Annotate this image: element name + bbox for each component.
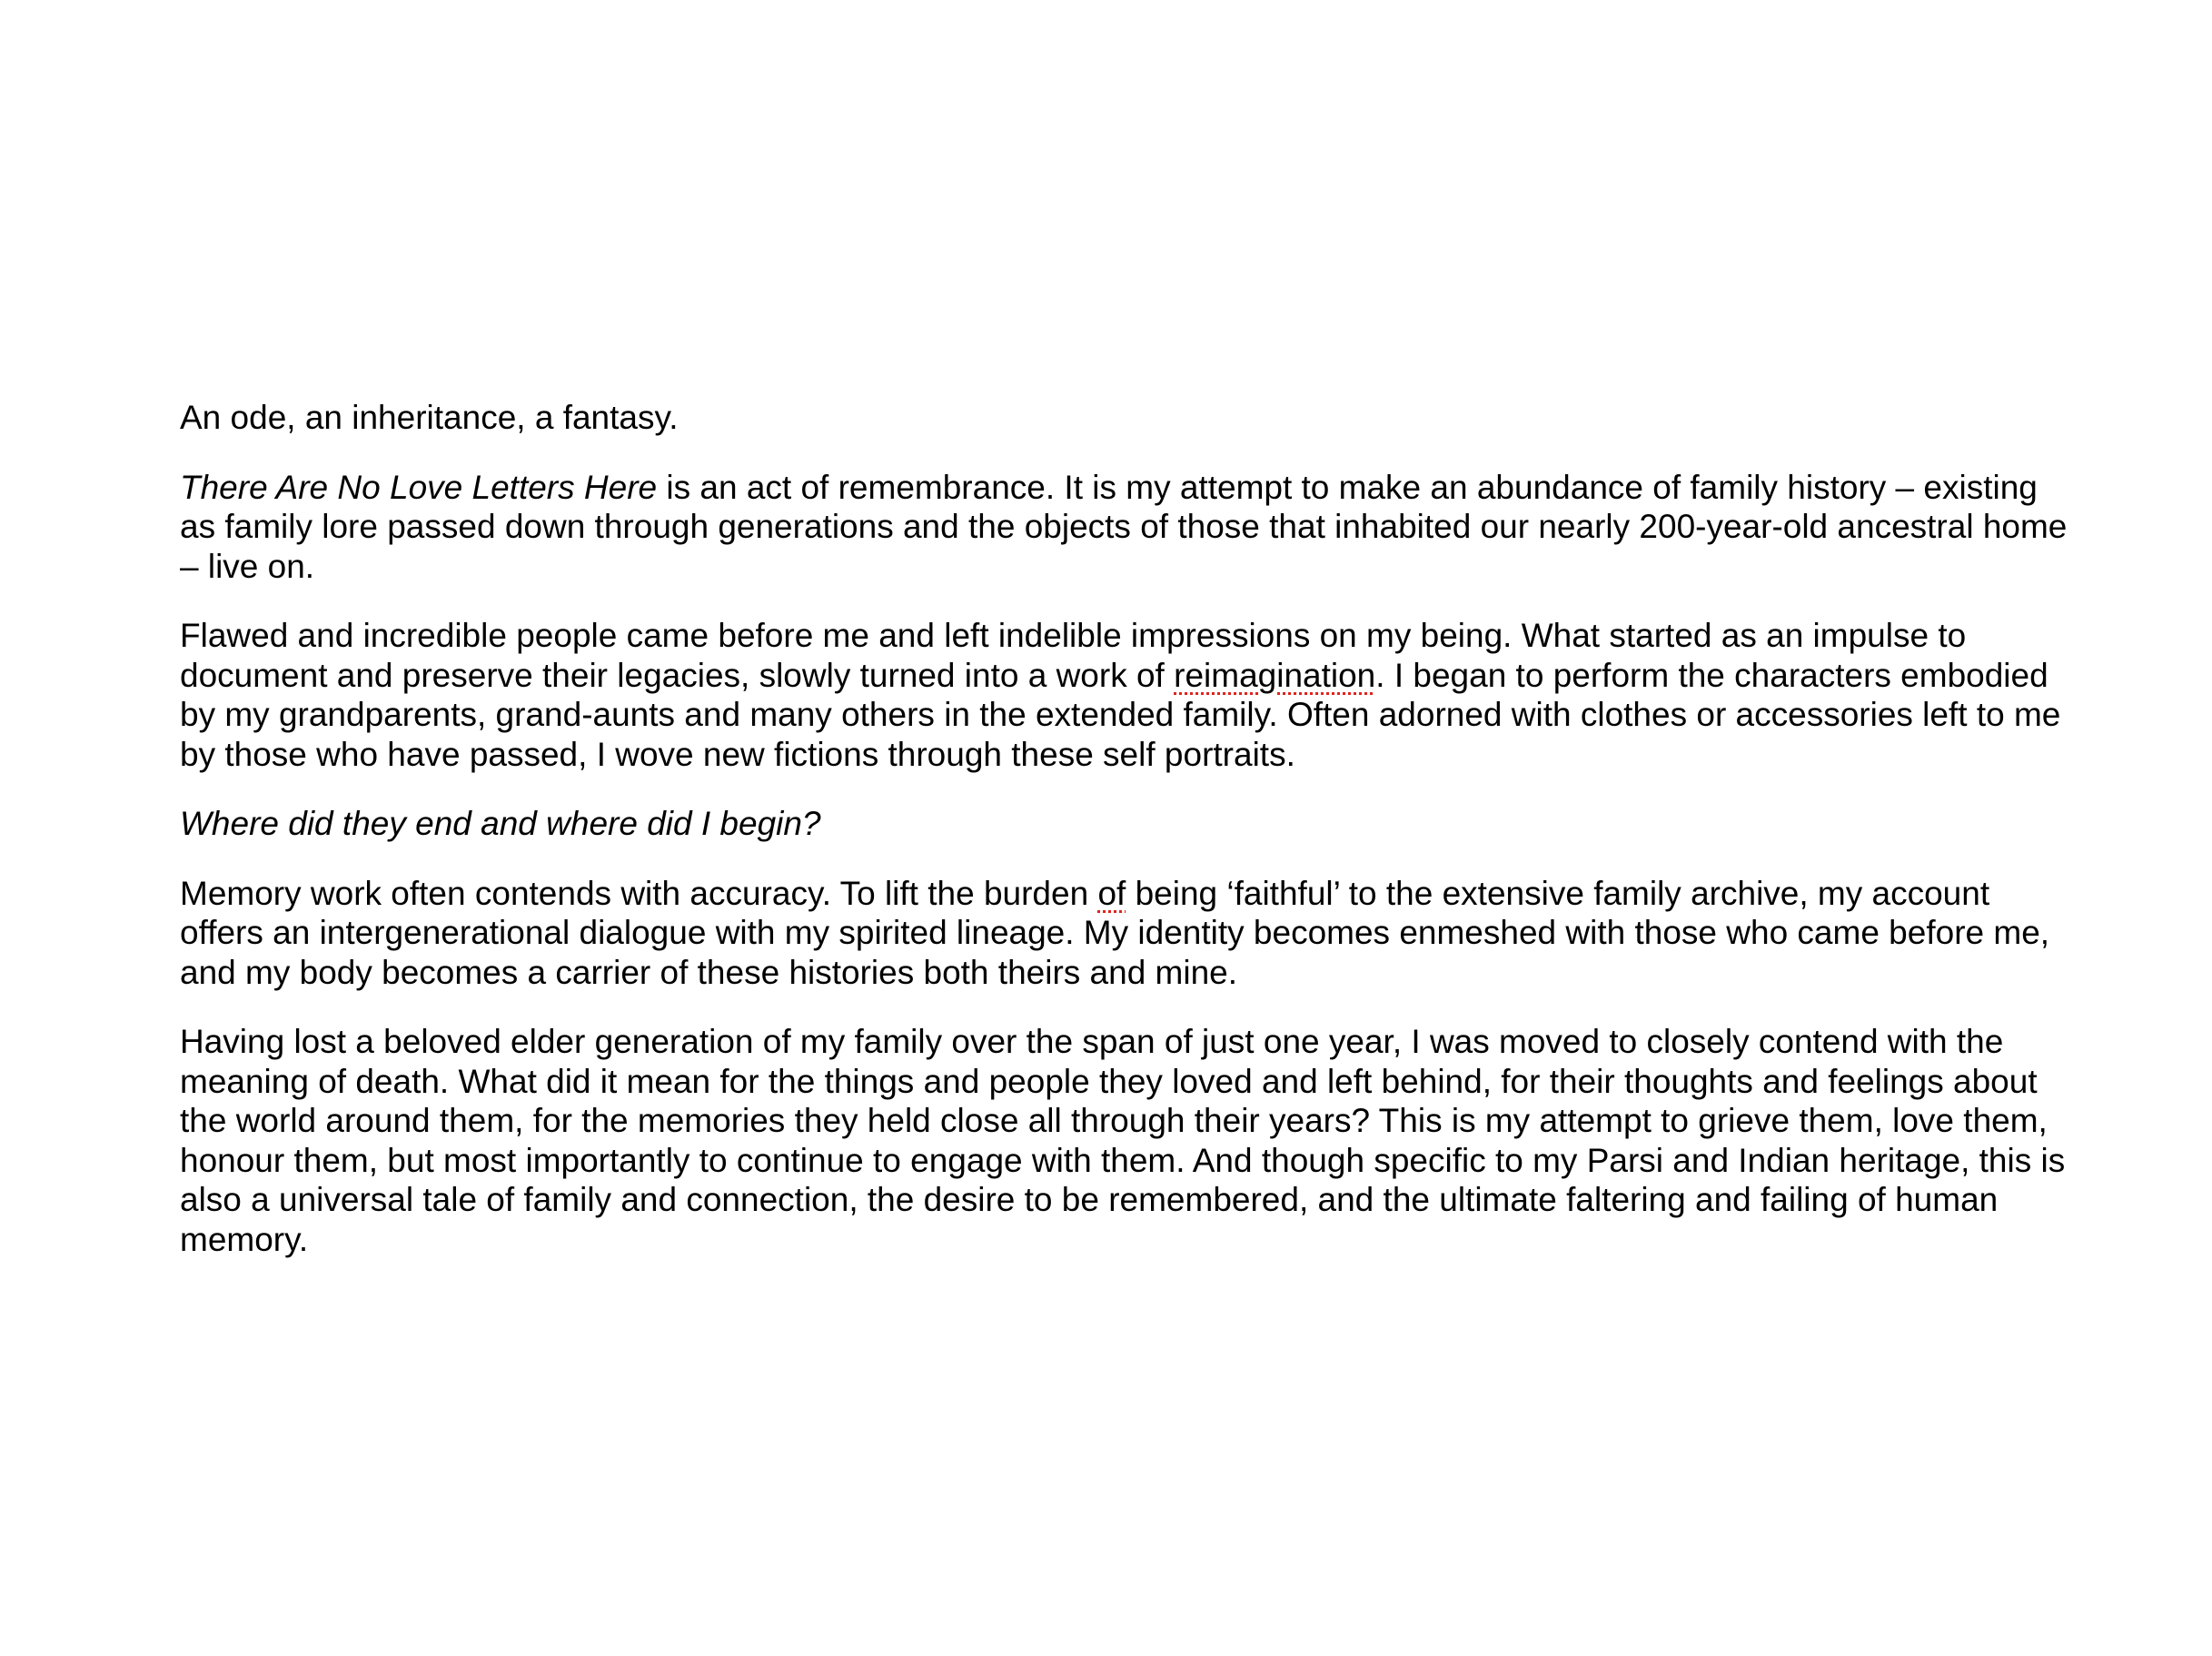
document-body[interactable] bbox=[180, 398, 2078, 1289]
paragraph-title-statement-text: is an act of remembrance. It is my attempt to make an abundance of family history – existing as family lore passed down through generations and the objects of those that inhabited our nearly 200-year-old ancestral home – live on. bbox=[180, 468, 2068, 585]
paragraph-question bbox=[180, 804, 2078, 844]
paragraph-intro bbox=[180, 398, 2078, 438]
paragraph-memory-work-text-after: being ‘faithful’ to the extensive family archive, my account offers an intergenerational dialogue with my spirited lineage. My identity becomes enmeshed with those who came before me, and my body becomes a carrier of these histories both theirs and mine. bbox=[180, 874, 2050, 991]
paragraph-loss-text: Having lost a beloved elder generation of my family over the span of just one year, I was moved to closely contend with the meaning of death. What did it mean for the things and people they loved and left behind, for their thoughts and feelings about the world around them, for the memories they held close all through their years? This is my attempt to grieve them, love them, honour them, but most importantly to continue to engage with them. And though specific to my Parsi and Indian heritage, this is also a universal tale of family and connection, the desire to be remembered, and the ultimate faltering and failing of human memory. bbox=[180, 1023, 2066, 1258]
paragraph-loss bbox=[180, 1022, 2078, 1259]
paragraph-memory-work-text-before: Memory work often contends with accuracy. To lift the burden bbox=[180, 874, 1098, 912]
work-title: There Are No Love Letters Here bbox=[180, 468, 658, 506]
question-text: Where did they end and where did I begin? bbox=[180, 805, 821, 842]
paragraph-memory-work bbox=[180, 874, 2078, 993]
paragraph-reimagination-text-after: . I began to perform the characters embodied by my grandparents, grand-aunts and many others in the extended family. Often adorned with clothes or accessories left to me by those who have passed, I wove new fictions through these self portraits. bbox=[180, 656, 2061, 773]
spellcheck-flagged-word[interactable]: reimagination bbox=[1174, 656, 1376, 694]
paragraph-reimagination bbox=[180, 616, 2078, 774]
paragraph-reimagination-text-before: Flawed and incredible people came before me and left indelible impressions on my being. What started as an impulse to document and preserve their legacies, slowly turned into a work of bbox=[180, 617, 1967, 694]
spellcheck-flagged-word[interactable]: of bbox=[1097, 874, 1126, 912]
paragraph-intro-text: An ode, an inheritance, a fantasy. bbox=[180, 399, 679, 436]
paragraph-title-statement bbox=[180, 468, 2078, 587]
